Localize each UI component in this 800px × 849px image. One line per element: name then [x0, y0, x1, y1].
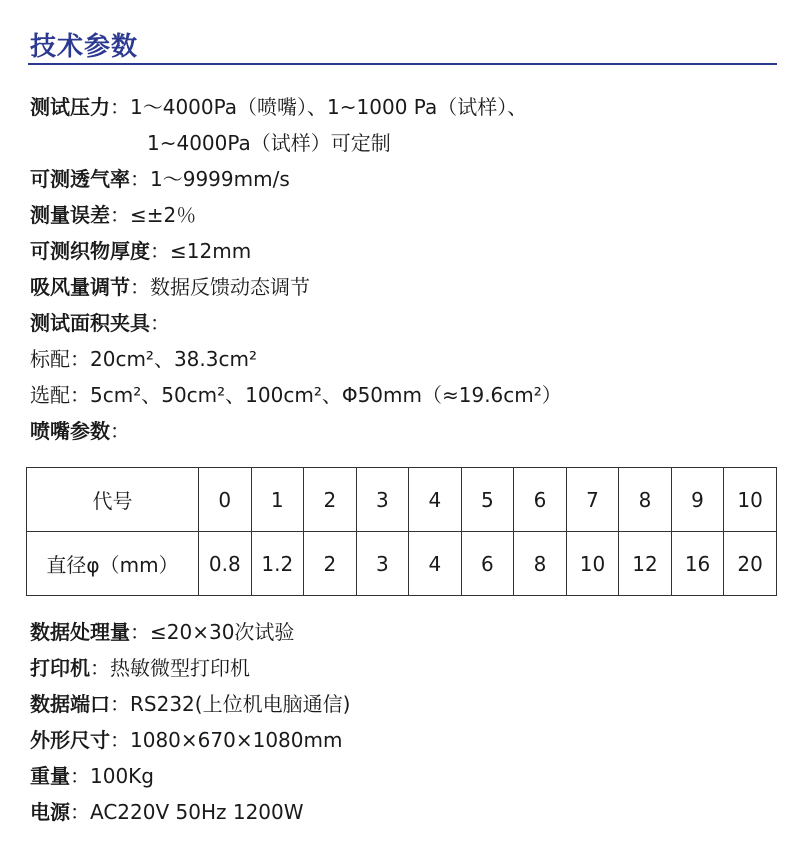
spec-weight	[30, 762, 154, 790]
table-row	[27, 532, 777, 596]
spec-optional	[30, 381, 562, 409]
table-cell: 10	[566, 532, 619, 596]
table-cell: 6	[514, 468, 567, 532]
spec-label: 数据处理量	[30, 620, 130, 644]
table-cell: 3	[356, 468, 409, 532]
table-cell: 16	[671, 532, 724, 596]
spec-separator: ：	[110, 692, 130, 716]
spec-power	[30, 798, 304, 826]
table-row	[27, 468, 777, 532]
table-cell: 5	[461, 468, 514, 532]
spec-separator: ：	[130, 167, 150, 191]
spec-standard	[30, 345, 257, 373]
spec-label: 标配	[30, 347, 70, 371]
spec-separator: ：	[90, 656, 110, 680]
table-cell: 9	[671, 468, 724, 532]
spec-separator: ：	[110, 203, 130, 227]
spec-value: 1～4000Pa（喷嘴）、1~1000 Pa（试样）、	[130, 95, 528, 119]
spec-value: 20cm²、38.3cm²	[90, 347, 257, 371]
table-cell: 4	[409, 532, 462, 596]
spec-separator: ：	[150, 311, 170, 335]
spec-processing	[30, 618, 294, 646]
table-cell: 10	[724, 468, 777, 532]
spec-separator: ：	[130, 275, 150, 299]
spec-label: 外形尺寸	[30, 728, 110, 752]
table-cell: 1	[251, 468, 304, 532]
spec-value: ≤±2％	[130, 203, 197, 227]
spec-port	[30, 690, 350, 718]
table-row-header: 代号	[27, 468, 199, 532]
spec-clamp	[30, 309, 170, 337]
spec-separator: ：	[110, 95, 130, 119]
spec-label: 打印机	[30, 656, 90, 680]
spec-separator: ：	[110, 419, 130, 443]
spec-label: 选配	[30, 383, 70, 407]
spec-nozzle	[30, 417, 130, 445]
spec-value: ≤12mm	[170, 239, 252, 263]
spec-label: 测试压力	[30, 95, 110, 119]
spec-value: RS232(上位机电脑通信)	[130, 692, 351, 716]
spec-separator: ：	[70, 800, 90, 824]
spec-separator: ：	[150, 239, 170, 263]
spec-label: 吸风量调节	[30, 275, 130, 299]
spec-separator: ：	[70, 383, 90, 407]
spec-label: 测试面积夹具	[30, 311, 150, 335]
spec-printer	[30, 654, 250, 682]
spec-separator: ：	[70, 347, 90, 371]
table-row-header: 直径φ（mm）	[27, 532, 199, 596]
spec-error	[30, 201, 196, 229]
table-cell: 7	[566, 468, 619, 532]
spec-pressure	[30, 93, 527, 121]
spec-value: 5cm²、50cm²、100cm²、Φ50mm（≈19.6cm²）	[90, 383, 562, 407]
spec-suction	[30, 273, 310, 301]
spec-value: 热敏微型打印机	[110, 656, 250, 680]
table-cell: 0	[199, 468, 252, 532]
spec-label: 可测织物厚度	[30, 239, 150, 263]
table-cell: 3	[356, 532, 409, 596]
spec-value: 1～9999mm/s	[150, 167, 290, 191]
spec-label: 数据端口	[30, 692, 110, 716]
spec-separator: ：	[70, 764, 90, 788]
table-cell: 0.8	[199, 532, 252, 596]
spec-value: 1080×670×1080mm	[130, 728, 343, 752]
spec-value: ≤20×30次试验	[150, 620, 295, 644]
spec-thickness	[30, 237, 251, 265]
spec-permeability	[30, 165, 290, 193]
table-cell: 2	[304, 468, 357, 532]
title-divider	[28, 63, 777, 65]
nozzle-table	[26, 467, 777, 596]
spec-dimensions	[30, 726, 342, 754]
table-cell: 12	[619, 532, 672, 596]
spec-label: 可测透气率	[30, 167, 130, 191]
spec-value: AC220V 50Hz 1200W	[90, 800, 304, 824]
spec-label: 喷嘴参数	[30, 419, 110, 443]
spec-label: 电源	[30, 800, 70, 824]
section-title: 技术参数	[30, 32, 139, 62]
table-cell: 8	[514, 532, 567, 596]
table-cell: 20	[724, 532, 777, 596]
spec-separator: ：	[130, 620, 150, 644]
table-cell: 1.2	[251, 532, 304, 596]
spec-value: 数据反馈动态调节	[150, 275, 310, 299]
spec-pressure-continued: 1~4000Pa（试样）可定制	[147, 131, 391, 155]
table-cell: 4	[409, 468, 462, 532]
table-cell: 2	[304, 532, 357, 596]
table-cell: 8	[619, 468, 672, 532]
spec-separator: ：	[110, 728, 130, 752]
spec-value: 100Kg	[90, 764, 154, 788]
table-cell: 6	[461, 532, 514, 596]
spec-label: 重量	[30, 764, 70, 788]
spec-label: 测量误差	[30, 203, 110, 227]
